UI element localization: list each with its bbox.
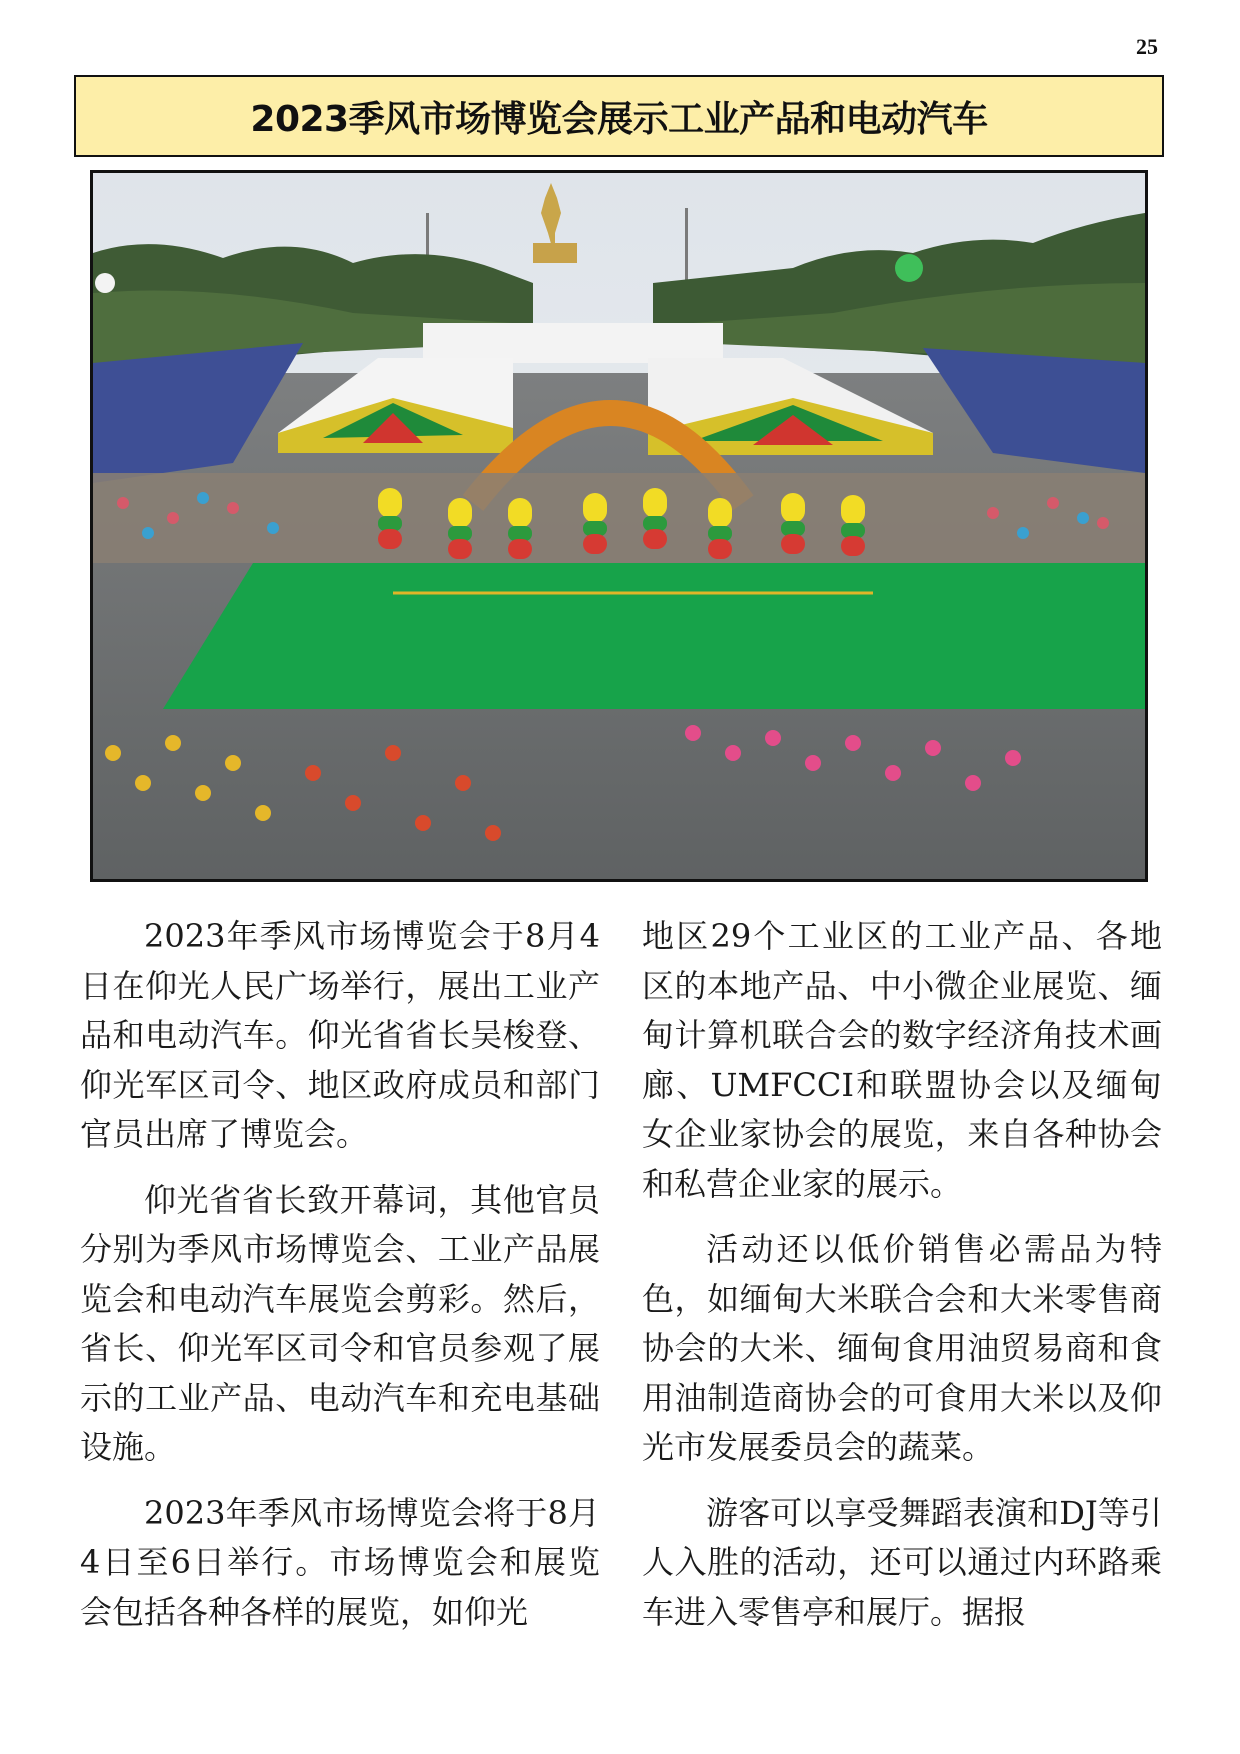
paragraph: 游客可以享受舞蹈表演和DJ等引人入胜的活动，还可以通过内环路乘车进入零售亭和展厅。据报 (642, 1493, 1162, 1631)
column-left (80, 912, 600, 1632)
paragraph: 2023年季风市场博览会将于8月4日至6日举行。市场博览会和展览会包括各种各样的展览，如仰光 (80, 1493, 600, 1631)
column-right (642, 912, 1162, 1632)
article-title-box (74, 75, 1164, 157)
paragraph: 仰光省省长致开幕词，其他官员分别为季风市场博览会、工业产品展览会和电动汽车展览会剪彩。然后，省长、仰光军区司令和官员参观了展示的工业产品、电动汽车和充电基础设施。 (80, 1180, 600, 1466)
article-body (80, 912, 1162, 1632)
paragraph: 地区29个工业区的工业产品、各地区的本地产品、中小微企业展览、缅甸计算机联合会的数字经济角技术画廊、UMFCCI和联盟协会以及缅甸女企业家协会的展览，来自各种协会和私营企业家的展示。 (642, 917, 1162, 1203)
event-photo (90, 170, 1148, 882)
page-number: 25 (1136, 34, 1158, 59)
event-photo-icon (93, 173, 1145, 879)
article-title: 2023季风市场博览会展示工业产品和电动汽车 (250, 98, 988, 140)
paragraph: 活动还以低价销售必需品为特色，如缅甸大米联合会和大米零售商协会的大米、缅甸食用油贸易商和食用油制造商协会的可食用大米以及仰光市发展委员会的蔬菜。 (642, 1230, 1162, 1466)
paragraph: 2023年季风市场博览会于8月4日在仰光人民广场举行，展出工业产品和电动汽车。仰光省省长吴梭登、仰光军区司令、地区政府成员和部门官员出席了博览会。 (80, 917, 600, 1153)
